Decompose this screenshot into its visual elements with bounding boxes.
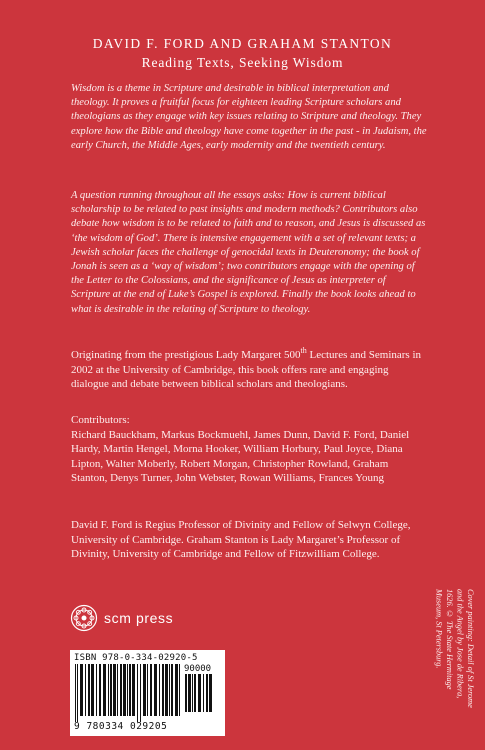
- book-subtitle: Reading Texts, Seeking Wisdom: [141, 55, 344, 70]
- origin-paragraph: [71, 348, 427, 392]
- author-bio: [71, 518, 427, 562]
- blurb-paragraph-2: [71, 189, 427, 317]
- contributors-list: Richard Bauckham, Markus Bockmuehl, James Dunn, David F. Ford, Daniel Hardy, Martin Hengel, Morna Hooker, William Horbury, Paul Joyce, Diana Lipton, Walter Moberly, Robert Morgan, Christopher Rowland, Graham Stanton, Denys Turner, John Webster, Rowan Williams, Frances Young: [71, 428, 410, 485]
- cover-credit-line-2: and the Angel by Jose de Ribera,: [455, 589, 465, 699]
- authors-heading: DAVID F. FORD AND GRAHAM STANTON: [92, 36, 393, 51]
- origin-text-after: Lectures and Seminars in 2002 at the University of Cambridge, this book offers rare and engaging dialogue and debate between biblical scholars and theologians.: [71, 349, 422, 391]
- origin-superscript: th: [300, 346, 307, 355]
- author-bio-text: David F. Ford is Regius Professor of Divinity and Fellow of Selwyn College, University of Cambridge. Graham Stanton is Lady Margaret’s Professor of Divinity, University of Cambridge and Fellow of Fitzwilliam College.: [71, 519, 411, 561]
- blurb-paragraph-1-text: Wisdom is a theme in Scripture and desirable in biblical interpretation and theology. It proves a fruitful focus for eighteen leading Scripture scholars and theologians as they engage with key issues relating to Stripture and theology. They explore how the Bible and theology have come together in the past - in Judaism, the early Church, the Middle Ages, early modernity and the twentieth century.: [71, 83, 427, 151]
- cover-credit-line-3: 1626. © The State Hermitage: [445, 589, 454, 690]
- price-addon-bars: [184, 674, 216, 718]
- price-code: 90000: [184, 664, 212, 674]
- origin-text-before: Originating from the prestigious Lady Margaret 500: [71, 349, 301, 361]
- blurb-paragraph-1: [71, 82, 427, 153]
- cover-credit-line-1: Cover painting: Detail of St Jerome: [466, 589, 475, 708]
- cover-credit: [433, 589, 475, 739]
- cover-credit-line-4: Museum, St Petersburg.: [434, 589, 444, 669]
- barcode-row: [74, 664, 221, 722]
- isbn-label: ISBN 978-0-334-02920-5: [74, 653, 198, 663]
- blurb-paragraph-2-text: A question running throughout all the essays asks: How is current biblical scholarship to be related to past insights and modern methods? Contributors also debate how wisdom is to be related to faith and to reason, and Jesus is discussed as ‘the wisdom of God’. There is intensive engagement with a set of relevant texts; a Jewish scholar faces the challenge of genocidal texts in Deuteronomy; the book of Jonah is seen as a ‘way of wisdom’; two contributors engage with the opening of the Letter to the Colossians, and the significance of Jesus as interpreter of Scripture at the end of Luke’s Gospel is explored. Finally the book looks ahead to what is desirable in the relating of Scripture to theology.: [71, 190, 426, 315]
- contributors-block: [71, 413, 427, 486]
- publisher-name: scm press: [104, 610, 174, 626]
- price-block: [184, 664, 216, 721]
- contributors-heading: Contributors:: [71, 414, 130, 426]
- barcode-number: 9 780334 029205: [74, 721, 168, 732]
- origin-paragraph-text: [71, 348, 427, 392]
- barcode-bars: [74, 664, 182, 722]
- isbn-barcode: [70, 650, 225, 736]
- scm-press-emblem-icon: [70, 604, 98, 632]
- publisher-logo: [70, 604, 173, 632]
